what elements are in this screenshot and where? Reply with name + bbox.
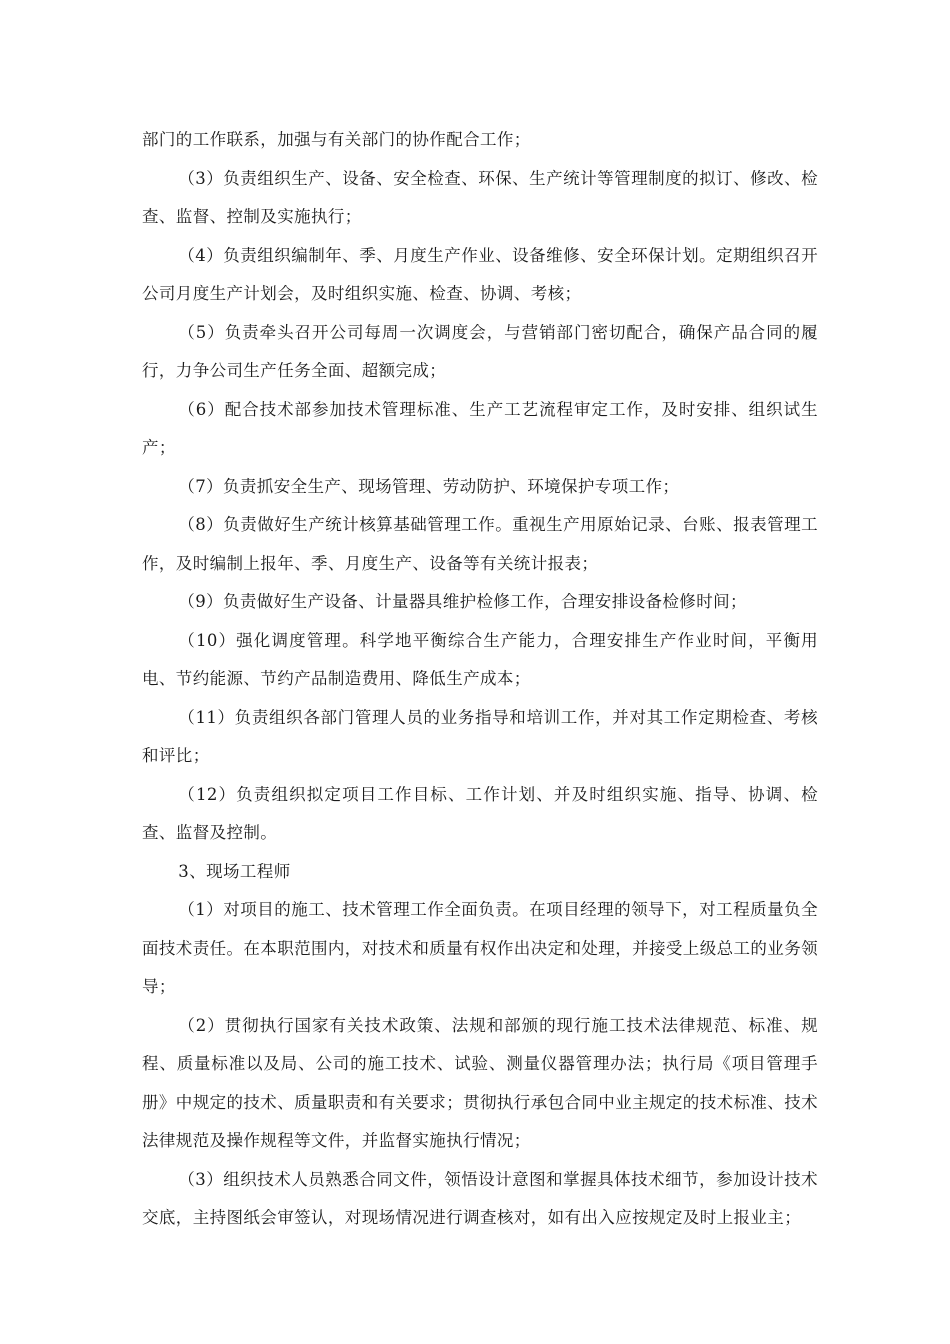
paragraph-engineer-1: （1）对项目的施工、技术管理工作全面负责。在项目经理的领导下，对工程质量负全面技术责任。在本职范围内，对技术和质量有权作出决定和处理，并接受上级总工的业务领导；: [142, 900, 818, 996]
paragraph-item-9: （9）负责做好生产设备、计量器具维护检修工作，合理安排设备检修时间；: [178, 592, 747, 611]
section-heading: 3、现场工程师: [178, 861, 291, 881]
paragraph-item-6: （6）配合技术部参加技术管理标准、生产工艺流程审定工作，及时安排、组织试生产；: [142, 399, 818, 457]
paragraph-item-8: （8）负责做好生产统计核算基础管理工作。重视生产用原始记录、台账、报表管理工作，及时编制上报年、季、月度生产、设备等有关统计报表；: [142, 515, 818, 573]
paragraph-item-11: （11）负责组织各部门管理人员的业务指导和培训工作，并对其工作定期检查、考核和评比；: [142, 707, 818, 765]
paragraph-item-12: （12）负责组织拟定项目工作目标、工作计划、并及时组织实施、指导、协调、检查、监督及控制。: [142, 784, 818, 842]
paragraph-item-4: （4）负责组织编制年、季、月度生产作业、设备维修、安全环保计划。定期组织召开公司月度生产计划会，及时组织实施、检查、协调、考核；: [142, 245, 818, 303]
paragraph-item-10: （10）强化调度管理。科学地平衡综合生产能力，合理安排生产作业时间，平衡用电、节约能源、节约产品制造费用、降低生产成本；: [142, 630, 818, 688]
paragraph-engineer-3: （3）组织技术人员熟悉合同文件，领悟设计意图和掌握具体技术细节，参加设计技术交底，主持图纸会审签认，对现场情况进行调查核对，如有出入应按规定及时上报业主；: [142, 1169, 818, 1227]
paragraph-item-7: （7）负责抓安全生产、现场管理、劳动防护、环境保护专项工作；: [178, 476, 680, 496]
paragraph-continuation: 部门的工作联系，加强与有关部门的协作配合工作；: [142, 130, 531, 149]
paragraph-engineer-2: （2）贯彻执行国家有关技术政策、法规和部颁的现行施工技术法律规范、标准、规程、质量标准以及局、公司的施工技术、试验、测量仪器管理办法；执行局《项目管理手册》中规定的技术、质量职责和有关要求；贯彻执行承包合同中业主规定的技术标准、技术法律规范及操作规程等文件，并监督实施执行情况；: [142, 1015, 818, 1150]
paragraph-item-3: （3）负责组织生产、设备、安全检查、环保、生产统计等管理制度的拟订、修改、检查、监督、控制及实施执行；: [142, 168, 818, 226]
paragraph-item-5: （5）负责牵头召开公司每周一次调度会，与营销部门密切配合，确保产品合同的履行，力争公司生产任务全面、超额完成；: [142, 322, 818, 380]
document-body: [142, 121, 818, 1238]
